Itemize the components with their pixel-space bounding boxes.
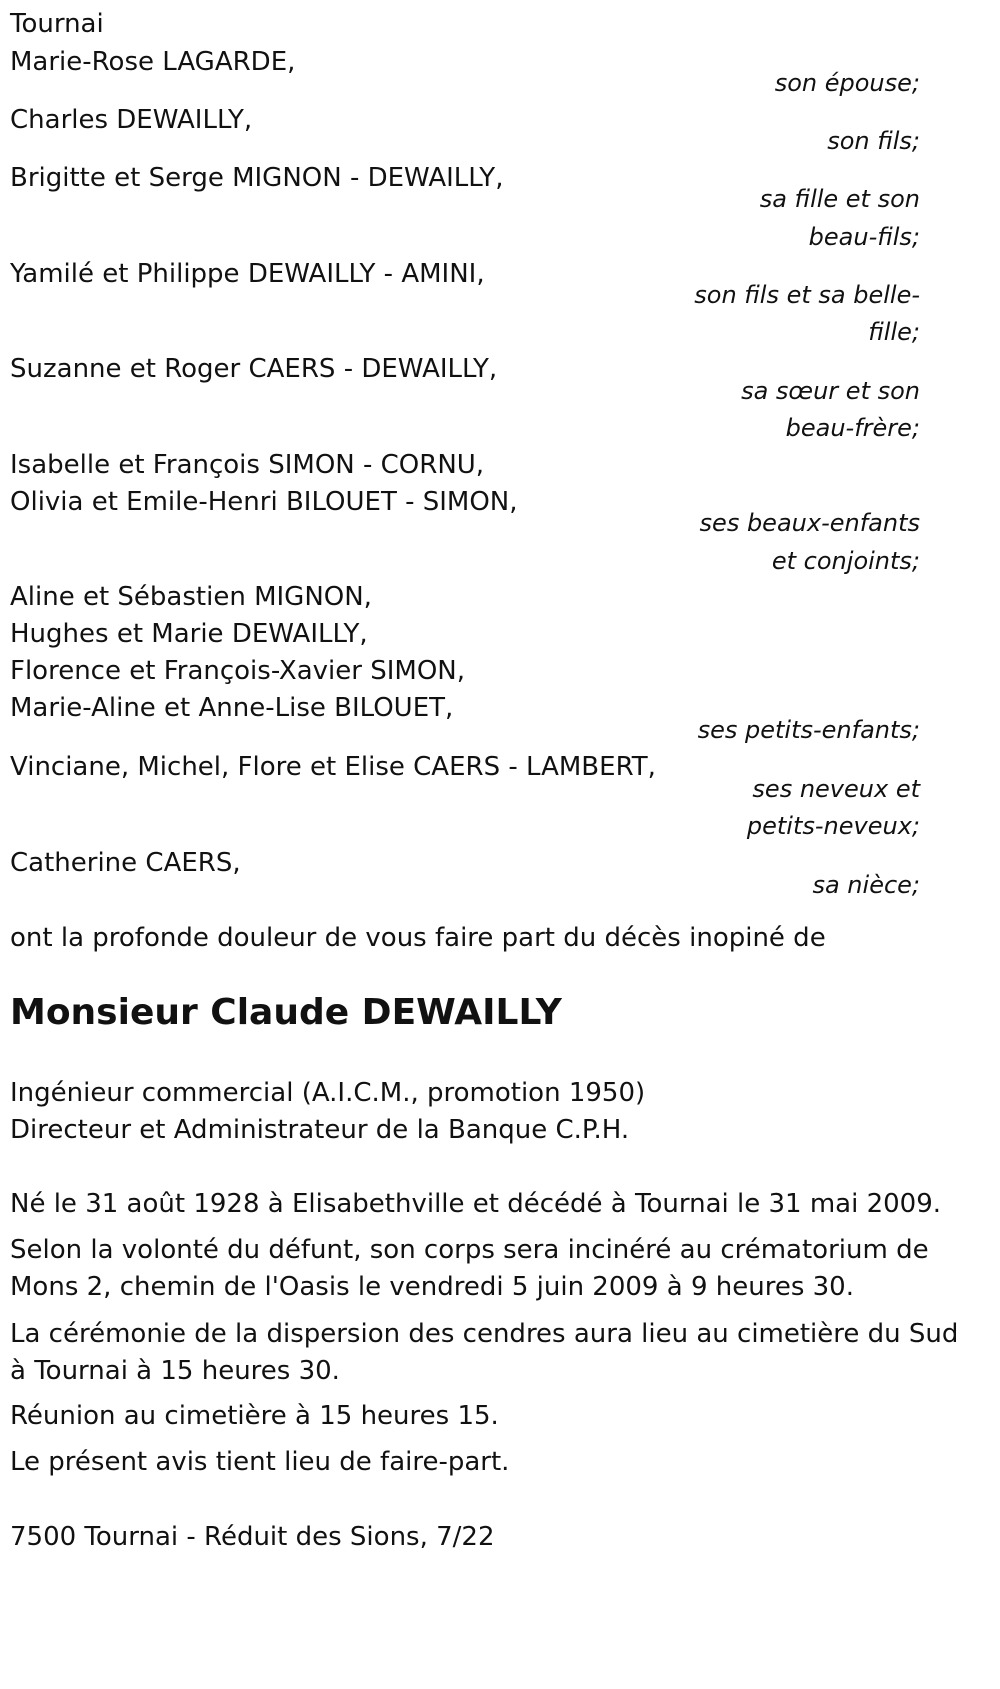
family-relation-line: son épouse; xyxy=(774,69,920,97)
family-relation-line: fille; xyxy=(868,318,920,346)
family-name-line: Isabelle et François SIMON - CORNU, xyxy=(10,450,485,480)
family-name-line: Marie-Rose LAGARDE, xyxy=(10,47,296,77)
family-relation-line: son fils et sa belle- xyxy=(694,281,920,309)
family-name-line: Aline et Sébastien MIGNON, xyxy=(10,582,372,612)
announcement-text: ont la profonde douleur de vous faire part du décès inopiné de xyxy=(10,923,826,953)
family-relation-line: son fils; xyxy=(827,127,920,155)
deceased-title-line: Directeur et Administrateur de la Banque C.P.H. xyxy=(10,1115,630,1145)
birth-death-text: Né le 31 août 1928 à Elisabethville et décédé à Tournai le 31 mai 2009. xyxy=(10,1189,941,1219)
family-name-line: Catherine CAERS, xyxy=(10,848,241,878)
family-relation-line: petits-neveux; xyxy=(746,812,920,840)
deceased-name: Monsieur Claude DEWAILLY xyxy=(10,992,562,1033)
cremation-text-line: Mons 2, chemin de l'Oasis le vendredi 5 juin 2009 à 9 heures 30. xyxy=(10,1272,854,1302)
family-relation-line: sa fille et son xyxy=(759,185,920,213)
family-relation-line: et conjoints; xyxy=(771,547,920,575)
ceremony-text-line: à Tournai à 15 heures 30. xyxy=(10,1356,340,1386)
family-name-line: Hughes et Marie DEWAILLY, xyxy=(10,619,368,649)
notice-text: Le présent avis tient lieu de faire-part. xyxy=(10,1447,510,1477)
family-name-line: Charles DEWAILLY, xyxy=(10,105,253,135)
family-name-line: Olivia et Emile-Henri BILOUET - SIMON, xyxy=(10,487,518,517)
family-relation-line: sa nièce; xyxy=(812,871,920,899)
family-name-line: Yamilé et Philippe DEWAILLY - AMINI, xyxy=(10,259,485,289)
family-name-line: Suzanne et Roger CAERS - DEWAILLY, xyxy=(10,354,498,384)
cremation-text-line: Selon la volonté du défunt, son corps sera incinéré au crématorium de xyxy=(10,1235,929,1265)
family-relation-line: beau-fils; xyxy=(808,223,920,251)
ceremony-text-line: La cérémonie de la dispersion des cendres aura lieu au cimetière du Sud xyxy=(10,1319,959,1349)
meeting-text: Réunion au cimetière à 15 heures 15. xyxy=(10,1401,499,1431)
family-name-line: Marie-Aline et Anne-Lise BILOUET, xyxy=(10,693,454,723)
family-name-line: Florence et François-Xavier SIMON, xyxy=(10,656,465,686)
address-text: 7500 Tournai - Réduit des Sions, 7/22 xyxy=(10,1522,495,1552)
family-relation-line: beau-frère; xyxy=(785,414,920,442)
family-relation-line: sa sœur et son xyxy=(741,377,920,405)
family-name-line: Vinciane, Michel, Flore et Elise CAERS - LAMBERT, xyxy=(10,752,656,782)
place-heading: Tournai xyxy=(10,9,104,39)
family-relation-line: ses beaux-enfants xyxy=(699,509,920,537)
family-name-line: Brigitte et Serge MIGNON - DEWAILLY, xyxy=(10,163,504,193)
family-relation-line: ses neveux et xyxy=(752,775,920,803)
family-relation-line: ses petits-enfants; xyxy=(697,716,920,744)
deceased-title-line: Ingénieur commercial (A.I.C.M., promotion 1950) xyxy=(10,1078,646,1108)
